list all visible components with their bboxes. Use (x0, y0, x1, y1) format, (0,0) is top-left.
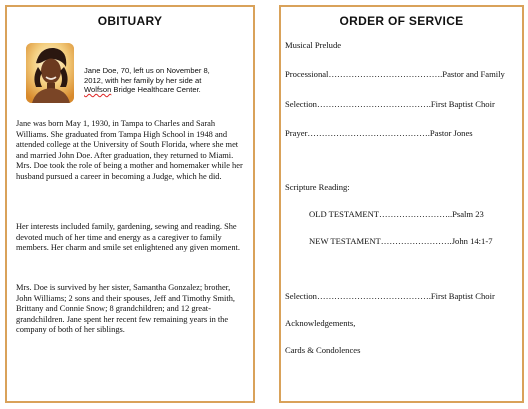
service-item-selection-2: Selection………………………………….First Baptist Choir (285, 291, 495, 301)
intro-line-3 (84, 85, 249, 95)
obituary-intro (84, 66, 249, 95)
misspelled-word: Wolfson (84, 85, 112, 94)
obituary-paragraph-3: Mrs. Doe is survived by her sister, Samantha Gonzalez; brother, John Williams; 2 sons and their spouses, Jeff and Timothy Smith, Brittany and Connie Snow; 8 grandchildren; and 12 great-grandchildren. Jane spent her recent few remaining years in the company of both of her siblings. (16, 283, 235, 334)
service-item-old-testament: OLD TESTAMENT……………………..Psalm 23 (309, 209, 484, 219)
obituary-panel (5, 5, 255, 403)
intro-line-3-rest: Bridge Healthcare Center. (111, 85, 201, 94)
intro-line-2: 2012, with her family by her side at (84, 75, 202, 85)
portrait-photo (26, 43, 74, 103)
service-item-scripture-reading: Scripture Reading: (285, 182, 350, 192)
service-item-new-testament: NEW TESTAMENT…………………….John 14:1-7 (309, 236, 493, 246)
service-item-musical-prelude: Musical Prelude (285, 40, 342, 50)
service-item-prayer: Prayer…………………………………….Pastor Jones (285, 128, 473, 138)
service-item-selection-1: Selection………………………………….First Baptist Choir (285, 99, 495, 109)
service-item-cards-condolences: Cards & Condolences (285, 345, 361, 355)
obituary-title: OBITUARY (97, 14, 163, 28)
intro-line-1: Jane Doe, 70, left us on November 8, (84, 66, 210, 75)
order-of-service-title: ORDER OF SERVICE (339, 14, 464, 28)
obituary-paragraph-2: Her interests included family, gardening, sewing and reading. She devoted much of her time and energy as a caregiver to family members. Her charm and smile set enlightened any given moment. (16, 222, 240, 252)
order-of-service-panel (279, 5, 524, 403)
obituary-paragraph-1: Jane was born May 1, 1930, in Tampa to Charles and Sarah Williams. She graduated from Tampa High School in 1948 and attended college at the University of South Florida, where she met and married John Doe. After graduation, they returned to Miami. Mrs. Doe took the role of being a mother and homemaker while her husband pursued a career in becoming a Judge, which he did. (16, 119, 243, 181)
service-item-acknowledgements: Acknowledgements, (285, 318, 356, 328)
service-item-processional: Processional………………………………….Pastor and Family (285, 69, 505, 79)
